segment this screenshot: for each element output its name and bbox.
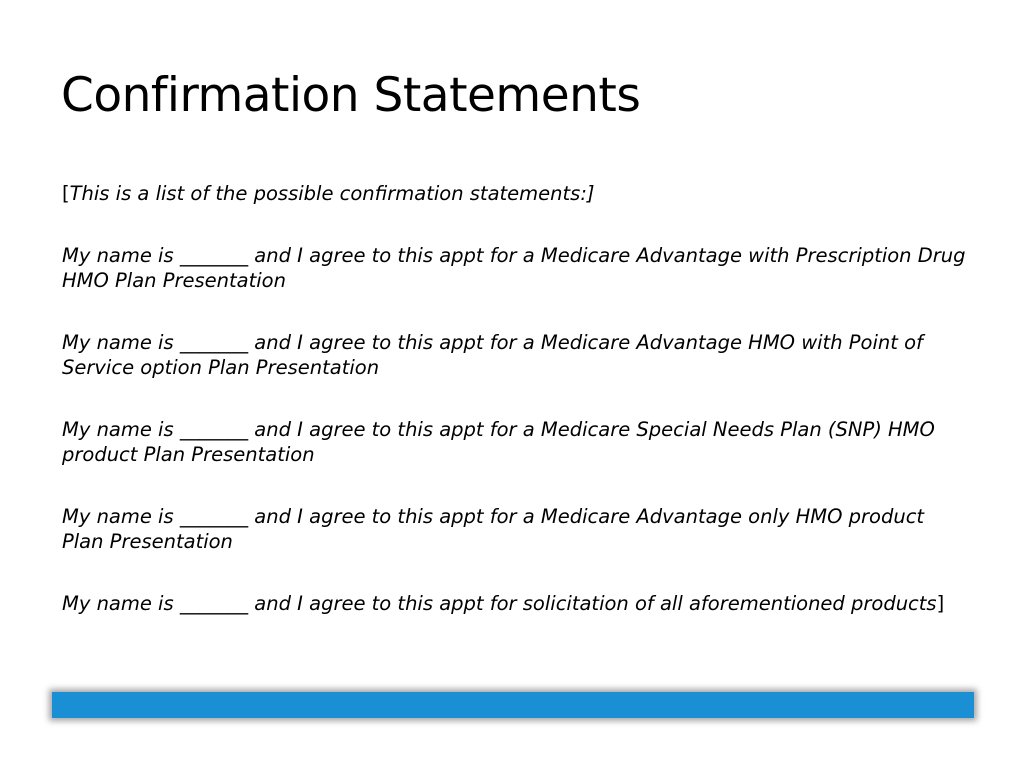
confirmation-statement — [62, 243, 967, 293]
intro-text: This is a list of the possible confirmation statements:] — [69, 182, 595, 205]
intro-open-bracket: [ — [62, 182, 70, 205]
confirmation-statement — [62, 504, 967, 554]
statement-text: My name is _______ and I agree to this appt for solicitation of all aforementioned products — [62, 592, 937, 615]
slide-body — [62, 181, 967, 653]
slide-title: Confirmation Statements — [61, 68, 641, 123]
statement-text: My name is _______ and I agree to this appt for a Medicare Special Needs Plan (SNP) HMO product Plan Presentation — [62, 418, 935, 466]
confirmation-statement-last — [62, 591, 967, 616]
footer-accent-bar — [52, 692, 974, 718]
statement-text: My name is _______ and I agree to this appt for a Medicare Advantage HMO with Point of Service option Plan Presentation — [62, 331, 923, 379]
statement-text: My name is _______ and I agree to this appt for a Medicare Advantage only HMO product Plan Presentation — [62, 505, 925, 553]
closing-bracket: ] — [936, 592, 945, 615]
intro-statement — [62, 181, 967, 206]
confirmation-statement — [62, 330, 967, 380]
confirmation-statement — [62, 417, 967, 467]
statement-text: My name is _______ and I agree to this appt for a Medicare Advantage with Prescription Drug HMO Plan Presentation — [62, 244, 966, 292]
